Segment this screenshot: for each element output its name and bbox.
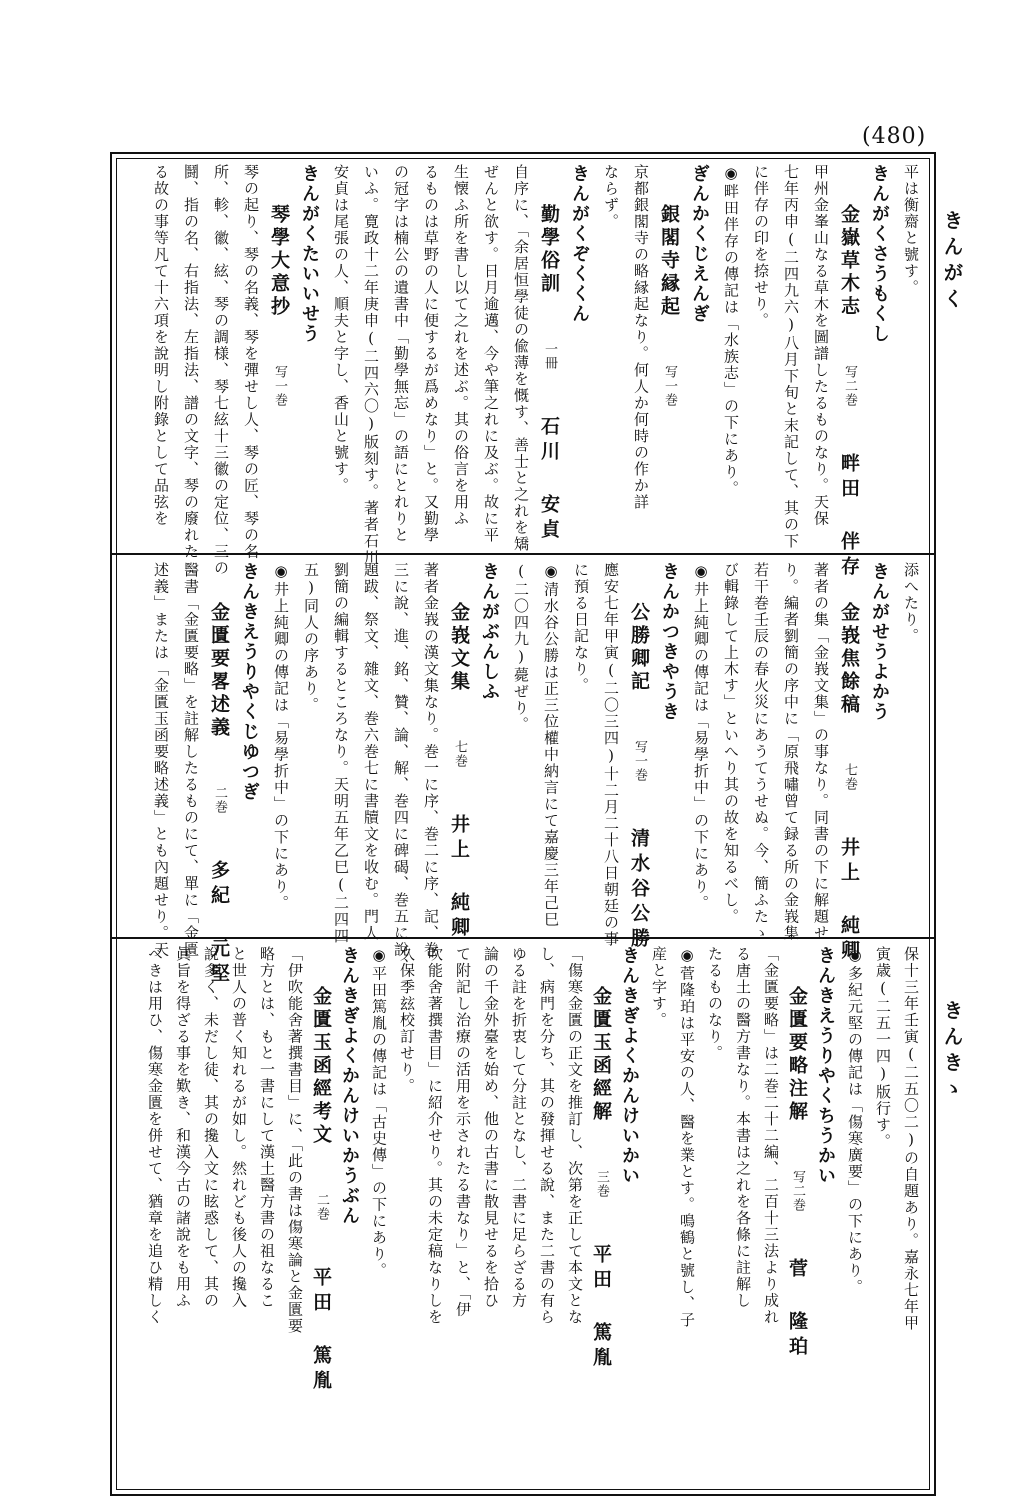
body-text-column: 五)同人の序あり。 — [302, 562, 320, 714]
body-text-column: ならず。 — [602, 164, 620, 230]
body-text-column: 略方とは、もと一書にして漢土醫方書の祖なるこ — [258, 946, 276, 1309]
side-label-top: きんがく — [940, 210, 964, 314]
body-text-column: ◉多紀元堅の傳記は「傷寒廣要」の下にあり。 — [846, 946, 864, 1296]
entry-volume-info: 三巻 — [594, 1170, 609, 1198]
body-text-column: ◉平田篤胤の傳記は「古史傳」の下にあり。 — [370, 946, 388, 1279]
entry-reading-heading: きんがぶんしふ — [479, 562, 500, 702]
entry-title-text: 銀閣寺縁起 — [658, 204, 680, 319]
body-text-column: 「伊吹能舍著撰書目」に、「此の書は傷寒論と金匱要 — [286, 946, 304, 1335]
body-text-column: 京都銀閣寺の略縁起なり。何人か何時の作か詳 — [632, 164, 650, 511]
entry-reading-heading: きんがくさうもくし — [869, 164, 890, 344]
body-text-column: ◉井上純卿の傳記は「易學折中」の下にあり。 — [272, 562, 290, 912]
body-text-column: 若干巻壬辰の春火災にあうてうせぬ。今、簡ふたゝ — [752, 562, 770, 942]
entry-title — [438, 562, 468, 942]
body-text-column: 著者金峩の漢文集なり。巻一に序、巻二に序、記、巻 — [422, 562, 440, 958]
body-text-column: 著者の集「金峩文集」の事なり。同書の下に解題せ — [812, 562, 830, 942]
body-text-column: 七年丙申(二四九六)八月下旬と末記して、其の下 — [782, 164, 800, 550]
entry-title — [618, 562, 648, 953]
entry-author: 菅 隆珀 — [786, 1258, 808, 1361]
entry-volume-info: 写二巻 — [842, 365, 857, 407]
entry-title-text: 金峩焦餘稿 — [838, 602, 860, 717]
entry-volume-info: 七巻 — [842, 763, 857, 791]
entry-reading-heading: きんきぎよくかんけいかい — [619, 946, 640, 1186]
entry-title-text: 金嶽草木志 — [838, 204, 860, 319]
body-text-column: ◉畔田伴存の傳記は「水族志」の下にあり。 — [722, 164, 740, 497]
entry-volume-info: 七巻 — [452, 740, 467, 768]
entry-title — [828, 562, 858, 965]
body-text-column: 吹能舍著撰書目」に紹介せり。其の未定稿なりしを — [426, 946, 444, 1326]
body-text-column: 題跋、祭文、雜文、巻六巻七に書牘文を收む。門人 — [362, 562, 380, 942]
body-text-column: ◉菅隆珀は平安の人、醫を業とす。鳴鶴と號し、子 — [678, 946, 696, 1329]
entry-reading-heading: きんかつきやうき — [659, 562, 680, 722]
section-3-columns — [124, 946, 918, 1482]
entry-reading-heading: きんがくたいいせう — [299, 164, 320, 344]
body-text-column: 說多く、未だし徒、其の攙入文に眩惑して、其の — [202, 946, 220, 1309]
entry-reading-heading: きんきぎよくかんけいかうぶん — [339, 946, 360, 1226]
entry-volume-info: 二巻 — [314, 1193, 329, 1221]
body-text-column: 平は衡齋と號す。 — [902, 164, 920, 296]
entry-reading-heading: きんきえうりやくじゆつぎ — [239, 562, 260, 802]
entry-volume-info: 一冊 — [542, 342, 557, 370]
body-text-column: て附記し治療の活用を示されたる書なり」と、「伊 — [454, 946, 472, 1318]
entry-author: 畔田 伴存 — [838, 453, 860, 581]
body-text-column: 自序に、「余居恒學徒の偸薄を慨す、善士と之れを矯 — [512, 164, 530, 553]
body-text-column: 三に說、進、銘、贊、論、解、巻四に碑碣、巻五に說、 — [392, 562, 410, 975]
entry-title — [528, 164, 558, 544]
entry-author: 井上 純卿 — [838, 837, 860, 965]
body-text-column: る唐土の醫方書なり。本書は之れを各條に註解し — [734, 946, 752, 1309]
body-text-column: 「傷寒金匱の正文を推訂し、次第を正して本文とな — [566, 946, 584, 1326]
entry-title — [778, 946, 806, 1361]
entry-reading-heading: きんがせうよかう — [869, 562, 890, 722]
entry-title — [258, 164, 288, 453]
entry-title — [198, 562, 228, 988]
side-label-bottom: きんきゝ — [940, 1000, 964, 1104]
body-text-column: 寅歳(二五一四)版行す。 — [874, 946, 892, 1150]
entry-reading-heading: きんきえうりやくちうかい — [815, 946, 836, 1186]
body-text-column: び輯錄して上木す」といへり其の故を知るべし。 — [722, 562, 740, 925]
entry-author: 井上 純卿 — [448, 814, 470, 942]
section-3 — [124, 946, 918, 1482]
body-text-column: ◉清水谷公勝は正三位權中納言にて嘉慶三年己巳 — [542, 562, 560, 928]
body-text-column: 眞旨を得ざる事を歎き、和漢今古の諸說をも用ふ — [174, 946, 192, 1309]
entry-title-text: 金匱玉函經解 — [590, 986, 612, 1124]
body-text-column: の冠字は楠公の遺書中「勤學無忘」の語にとれりと — [392, 164, 410, 544]
entry-title-text: 金匱要略注解 — [786, 986, 808, 1124]
body-text-column: 論の千金外臺を始め、他の古書に散見せるを拾ひ — [482, 946, 500, 1309]
body-text-column: と世人の普く知れるが如し。然れども後人の攙入 — [230, 946, 248, 1309]
entry-volume-info: 写一巻 — [662, 365, 677, 407]
entry-title-text: 金匱玉函經考文 — [310, 986, 332, 1147]
entry-volume-info: 写一巻 — [272, 365, 287, 407]
body-text-column: 述義」または「金匱玉函要略述義」とも內題せり。天 — [152, 562, 170, 958]
body-text-column: ぜんと欲す。日月逾邁、今や筆之れに及ぶ。故に平 — [482, 164, 500, 544]
entry-author: 平田 篤胤 — [310, 1267, 332, 1395]
body-text-column: 鬪、指の名、右指法、左指法、譜の文字、琴の廢れた — [182, 164, 200, 560]
entry-title-text: 公勝卿記 — [628, 602, 650, 694]
body-text-column: 琴の起り、琴の名義、琴を彈せし人、琴の匠、琴の名 — [242, 164, 260, 560]
entry-title — [582, 946, 610, 1372]
entry-author: 石川 安貞 — [538, 416, 560, 544]
body-text-column: 劉簡の編輯するところなり。天明五年乙巳(二四四 — [332, 562, 350, 945]
body-text-column: いふ。寛政十二年庚申(二四六〇)版刻す。著者石川 — [362, 164, 380, 566]
entry-title — [302, 946, 330, 1395]
entry-title — [828, 164, 858, 581]
body-text-column: 保十三年壬寅(二五〇二)の自題あり。嘉永七年甲 — [902, 946, 920, 1332]
body-text-column: 産と字す。 — [650, 946, 668, 1029]
section-1-columns — [124, 164, 920, 581]
entry-volume-info: 二巻 — [212, 786, 227, 814]
body-text-column: たるものなり。 — [706, 946, 724, 1062]
body-text-column: り。編者劉簡の序中に「原飛嘯曾て録る所の金峩集 — [782, 562, 800, 942]
body-text-column: 「金匱要略」は二巻二十二編、二百十三法より成れ — [762, 946, 780, 1326]
entry-title-text: 勤學俗訓 — [538, 204, 560, 296]
body-text-column: ゆる註を折衷して分註となし、二書に足らざる方 — [510, 946, 528, 1309]
body-text-column: (二〇四九)薨ぜり。 — [512, 562, 530, 733]
body-text-column: に預る日記なり。 — [572, 562, 590, 694]
body-text-column: し、病門を分ち、其の發揮せる說、また二書の有ら — [538, 946, 556, 1326]
entry-author: 多紀 元堅 — [208, 860, 230, 988]
entry-title — [648, 164, 678, 453]
entry-volume-info: 写一巻 — [632, 740, 647, 782]
page-number: (480) — [862, 124, 927, 149]
body-text-column: 添へたり。 — [902, 562, 920, 645]
body-text-column: ◉井上純卿の傳記は「易學折中」の下にあり。 — [692, 562, 710, 912]
body-text-column: 生懐ふ所を書し以て之れを述ぶ。其の俗言を用ふ — [452, 164, 470, 527]
entry-author: 清水谷公勝 — [628, 828, 650, 953]
body-text-column: 應安七年甲寅(二〇三四)十二月二十八日朝廷の事 — [602, 562, 620, 948]
body-text-column: 醫書「金匱要略」を註解したるものにて、單に「金匱 — [182, 562, 200, 958]
entry-volume-info: 写二巻 — [790, 1170, 805, 1212]
entry-title-text: 金峩文集 — [448, 602, 470, 694]
entry-reading-heading: ぎんかくじえんぎ — [689, 164, 710, 324]
body-text-column: 安貞は尾張の人、順夫と字し、香山と號す。 — [332, 164, 350, 494]
body-text-column: べきは用ひ、傷寒金匱を併せて、猶章を追ひ精しく — [146, 946, 164, 1326]
entry-title-text: 琴學大意抄 — [268, 204, 290, 319]
body-text-column: る故の事等凡て十六項を說明し附錄として品弦を — [152, 164, 170, 527]
body-text-column: 所、軫、徽、絃、琴の調様、琴七絃十三徽の定位、三の — [212, 164, 230, 577]
entry-author: 平田 篤胤 — [590, 1244, 612, 1372]
body-text-column: 久保季玆校訂せり。 — [398, 946, 416, 1095]
entry-reading-heading: きんがくぞくくん — [569, 164, 590, 324]
body-text-column: に伴存の印を捺せり。 — [752, 164, 770, 329]
entry-title-text: 金匱要畧述義 — [208, 602, 230, 740]
body-text-column: 甲州金峯山なる草木を圖譜したるものなり。天保 — [812, 164, 830, 527]
body-text-column: るものは草野の人に便するが爲めなり」と。又勤學 — [422, 164, 440, 544]
section-1 — [124, 164, 920, 581]
